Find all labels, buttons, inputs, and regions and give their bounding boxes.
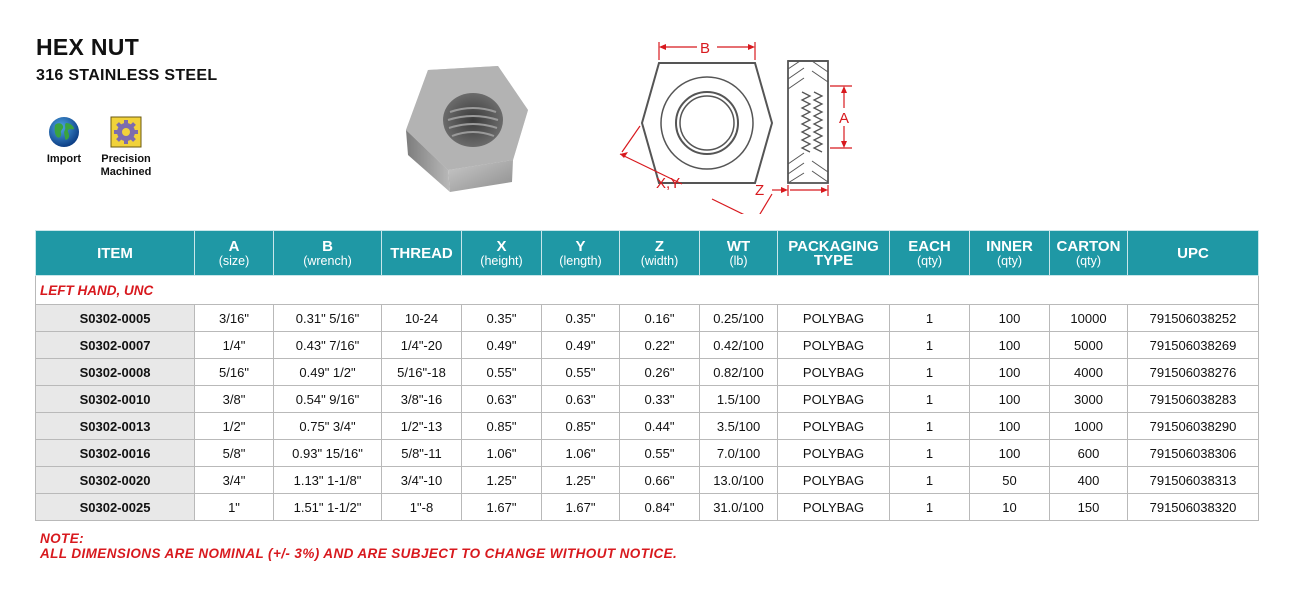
section-label: LEFT HAND, UNC bbox=[36, 276, 1259, 305]
label-z: Z bbox=[755, 182, 765, 199]
table-cell: 0.22" bbox=[620, 332, 700, 359]
table-cell: 791506038276 bbox=[1128, 359, 1259, 386]
table-cell: 4000 bbox=[1050, 359, 1128, 386]
label-xy: X,Y bbox=[656, 175, 681, 192]
table-row bbox=[36, 467, 1259, 494]
column-label: B bbox=[322, 237, 333, 255]
column-label: EACH bbox=[908, 237, 951, 255]
table-cell: 1/2" bbox=[195, 413, 274, 440]
table-cell: 0.26" bbox=[620, 359, 700, 386]
table-cell: 100 bbox=[970, 413, 1050, 440]
table-cell: 791506038313 bbox=[1128, 467, 1259, 494]
table-cell: 0.33" bbox=[620, 386, 700, 413]
table-cell: 13.0/100 bbox=[700, 467, 778, 494]
table-cell: 1 bbox=[890, 467, 970, 494]
table-cell: POLYBAG bbox=[778, 305, 890, 332]
section-row bbox=[36, 276, 1259, 305]
table-cell: 1 bbox=[890, 413, 970, 440]
table-row bbox=[36, 305, 1259, 332]
table-cell: 5/8"-11 bbox=[382, 440, 462, 467]
table-cell: 0.35" bbox=[462, 305, 542, 332]
table-row bbox=[36, 440, 1259, 467]
table-cell: 791506038269 bbox=[1128, 332, 1259, 359]
table-cell: 1.67" bbox=[542, 494, 620, 521]
table-cell: 1/4" bbox=[195, 332, 274, 359]
column-header-x bbox=[462, 231, 542, 276]
table-cell: 1 bbox=[890, 332, 970, 359]
table-cell: 10-24 bbox=[382, 305, 462, 332]
table-cell: 3/16" bbox=[195, 305, 274, 332]
item-cell: S0302-0007 bbox=[36, 332, 195, 359]
table-cell: 150 bbox=[1050, 494, 1128, 521]
spec-table bbox=[35, 230, 1259, 521]
table-cell: 1"-8 bbox=[382, 494, 462, 521]
table-cell: 1/4"-20 bbox=[382, 332, 462, 359]
table-cell: 1.67" bbox=[462, 494, 542, 521]
table-cell: 3/8" bbox=[195, 386, 274, 413]
label-a: A bbox=[839, 110, 850, 127]
precision-machined-badge bbox=[91, 115, 161, 179]
import-badge bbox=[29, 115, 99, 166]
table-cell: 3.5/100 bbox=[700, 413, 778, 440]
table-cell: 1/2"-13 bbox=[382, 413, 462, 440]
table-cell: 0.55" bbox=[462, 359, 542, 386]
table-cell: 0.85" bbox=[542, 413, 620, 440]
table-cell: 7.0/100 bbox=[700, 440, 778, 467]
column-header-y bbox=[542, 231, 620, 276]
column-label: Z bbox=[654, 237, 665, 255]
table-cell: 0.66" bbox=[620, 467, 700, 494]
table-cell: 0.16" bbox=[620, 305, 700, 332]
column-header-thread bbox=[382, 231, 462, 276]
table-cell: 5/8" bbox=[195, 440, 274, 467]
table-cell: 10000 bbox=[1050, 305, 1128, 332]
table-cell: 100 bbox=[970, 386, 1050, 413]
table-cell: 0.43" 7/16" bbox=[274, 332, 382, 359]
column-sublabel: (qty) bbox=[1076, 253, 1101, 268]
table-row bbox=[36, 386, 1259, 413]
column-header-a bbox=[195, 231, 274, 276]
table-cell: 0.35" bbox=[542, 305, 620, 332]
table-cell: 0.63" bbox=[542, 386, 620, 413]
table-cell: POLYBAG bbox=[778, 332, 890, 359]
table-cell: 1 bbox=[890, 440, 970, 467]
table-cell: 5/16" bbox=[195, 359, 274, 386]
column-sublabel: (width) bbox=[640, 253, 679, 268]
table-cell: 0.25/100 bbox=[700, 305, 778, 332]
column-sublabel: (height) bbox=[480, 253, 523, 268]
column-header-z bbox=[620, 231, 700, 276]
table-cell: POLYBAG bbox=[778, 467, 890, 494]
page-subtitle: 316 STAINLESS STEEL bbox=[36, 67, 218, 84]
column-label: X bbox=[496, 237, 507, 255]
table-cell: 0.82/100 bbox=[700, 359, 778, 386]
table-cell: 31.0/100 bbox=[700, 494, 778, 521]
column-sublabel: TYPE bbox=[813, 251, 854, 269]
table-cell: 3/8"-16 bbox=[382, 386, 462, 413]
table-cell: 0.54" 9/16" bbox=[274, 386, 382, 413]
column-label: Y bbox=[575, 237, 586, 255]
table-cell: 1 bbox=[890, 494, 970, 521]
table-cell: 50 bbox=[970, 467, 1050, 494]
item-cell: S0302-0016 bbox=[36, 440, 195, 467]
table-cell: 791506038252 bbox=[1128, 305, 1259, 332]
column-label: THREAD bbox=[390, 244, 453, 262]
table-row bbox=[36, 413, 1259, 440]
table-cell: 600 bbox=[1050, 440, 1128, 467]
column-label: WT bbox=[726, 237, 751, 255]
table-cell: 1 bbox=[890, 359, 970, 386]
column-label: INNER bbox=[986, 237, 1033, 255]
table-cell: 5000 bbox=[1050, 332, 1128, 359]
hex-nut-photo bbox=[388, 60, 538, 200]
column-header-inner bbox=[970, 231, 1050, 276]
table-cell: 0.85" bbox=[462, 413, 542, 440]
table-cell: POLYBAG bbox=[778, 440, 890, 467]
column-sublabel: (qty) bbox=[917, 253, 942, 268]
table-cell: 0.63" bbox=[462, 386, 542, 413]
table-cell: 3000 bbox=[1050, 386, 1128, 413]
table-cell: 0.44" bbox=[620, 413, 700, 440]
column-sublabel: (length) bbox=[559, 253, 602, 268]
table-cell: 791506038283 bbox=[1128, 386, 1259, 413]
table-cell: 1.13" 1-1/8" bbox=[274, 467, 382, 494]
column-header-upc bbox=[1128, 231, 1259, 276]
column-header-each bbox=[890, 231, 970, 276]
table-header-row bbox=[36, 231, 1259, 276]
table-cell: 0.49" bbox=[462, 332, 542, 359]
item-cell: S0302-0010 bbox=[36, 386, 195, 413]
globe-icon bbox=[47, 115, 81, 149]
table-cell: 1.25" bbox=[462, 467, 542, 494]
note bbox=[40, 531, 677, 561]
column-label: CARTON bbox=[1056, 237, 1121, 255]
table-cell: 1 bbox=[890, 386, 970, 413]
item-cell: S0302-0008 bbox=[36, 359, 195, 386]
item-cell: S0302-0020 bbox=[36, 467, 195, 494]
table-cell: 0.49" bbox=[542, 332, 620, 359]
note-text: ALL DIMENSIONS ARE NOMINAL (+/- 3%) AND ARE SUBJECT TO CHANGE WITHOUT NOTICE. bbox=[40, 546, 678, 561]
table-cell: 100 bbox=[970, 440, 1050, 467]
table-cell: 1" bbox=[195, 494, 274, 521]
column-label: ITEM bbox=[97, 244, 133, 262]
table-cell: 0.84" bbox=[620, 494, 700, 521]
table-cell: 1.5/100 bbox=[700, 386, 778, 413]
dimension-diagram bbox=[612, 34, 872, 214]
table-cell: POLYBAG bbox=[778, 494, 890, 521]
table-cell: 791506038306 bbox=[1128, 440, 1259, 467]
table-cell: 1000 bbox=[1050, 413, 1128, 440]
gear-icon bbox=[109, 115, 143, 149]
table-cell: 3/4"-10 bbox=[382, 467, 462, 494]
table-cell: 791506038320 bbox=[1128, 494, 1259, 521]
column-header-carton bbox=[1050, 231, 1128, 276]
note-label: NOTE: bbox=[40, 531, 84, 546]
column-header-b bbox=[274, 231, 382, 276]
table-cell: 100 bbox=[970, 359, 1050, 386]
table-cell: 1.06" bbox=[542, 440, 620, 467]
table-cell: 400 bbox=[1050, 467, 1128, 494]
table-row bbox=[36, 494, 1259, 521]
column-header-wt bbox=[700, 231, 778, 276]
table-cell: 791506038290 bbox=[1128, 413, 1259, 440]
table-row bbox=[36, 332, 1259, 359]
table-cell: 100 bbox=[970, 305, 1050, 332]
column-header-packaging bbox=[778, 231, 890, 276]
table-row bbox=[36, 359, 1259, 386]
table-cell: 1.51" 1-1/2" bbox=[274, 494, 382, 521]
table-cell: 100 bbox=[970, 332, 1050, 359]
table-cell: 0.93" 15/16" bbox=[274, 440, 382, 467]
table-cell: 0.55" bbox=[542, 359, 620, 386]
column-sublabel: (qty) bbox=[997, 253, 1022, 268]
import-label: Import bbox=[46, 153, 82, 165]
table-cell: 10 bbox=[970, 494, 1050, 521]
column-sublabel: (size) bbox=[218, 253, 250, 268]
table-cell: 1.06" bbox=[462, 440, 542, 467]
table-cell: 0.75" 3/4" bbox=[274, 413, 382, 440]
table-cell: 0.49" 1/2" bbox=[274, 359, 382, 386]
column-header-item bbox=[36, 231, 195, 276]
table-cell: POLYBAG bbox=[778, 413, 890, 440]
page-title: HEX NUT bbox=[36, 34, 140, 60]
item-cell: S0302-0025 bbox=[36, 494, 195, 521]
column-sublabel: (wrench) bbox=[303, 253, 352, 268]
table-cell: 0.42/100 bbox=[700, 332, 778, 359]
table-cell: 1 bbox=[890, 305, 970, 332]
item-cell: S0302-0013 bbox=[36, 413, 195, 440]
table-cell: 0.55" bbox=[620, 440, 700, 467]
table-cell: POLYBAG bbox=[778, 386, 890, 413]
table-cell: 0.31" 5/16" bbox=[274, 305, 382, 332]
column-sublabel: (lb) bbox=[729, 253, 748, 268]
item-cell: S0302-0005 bbox=[36, 305, 195, 332]
column-label: UPC bbox=[1177, 244, 1209, 262]
table-cell: 5/16"-18 bbox=[382, 359, 462, 386]
column-label: A bbox=[228, 237, 240, 255]
label-b: B bbox=[700, 40, 711, 57]
table-cell: 3/4" bbox=[195, 467, 274, 494]
table-cell: 1.25" bbox=[542, 467, 620, 494]
precision-label: Precision Machined bbox=[100, 153, 152, 178]
column-label: PACKAGING bbox=[788, 237, 879, 255]
table-cell: POLYBAG bbox=[778, 359, 890, 386]
